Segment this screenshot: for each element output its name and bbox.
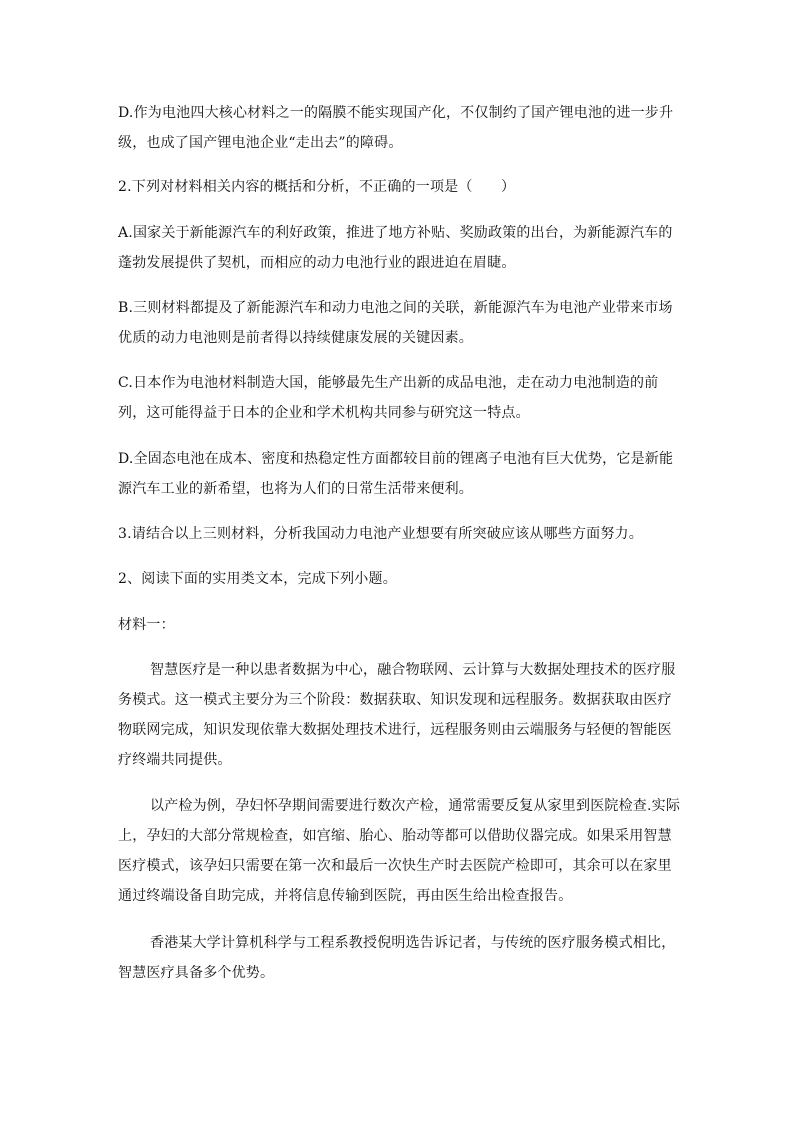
material-one-paragraph-2: 以产检为例，孕妇怀孕期间需要进行数次产检，通常需要反复从家里到医院检查.实际上，孕妇的大部分常规检查，如宫缩、胎心、胎动等都可以借助仪器完成。如果采用智慧医疗模式，该孕妇只需要在第一次和最后一次快生产时去医院产检即可，其余可以在家里通过终端设备自助完成，并将信息传输到医院，再由医生给出检查报告。 — [118, 798, 681, 904]
material-one-paragraph-3: 香港某大学计算机科学与工程系教授倪明选告诉记者，与传统的医疗服务模式相比，智慧医疗具备多个优势。 — [118, 935, 676, 981]
material-one-label: 材料一： — [118, 617, 175, 633]
section-2-heading: 2、阅读下面的实用类文本，完成下列小题。 — [118, 571, 397, 587]
option-d-previous-question: D.作为电池四大核心材料之一的隔膜不能实现国产化，不仅制约了国产锂电池的进一步升级，也成了国产锂电池企业“走出去”的障碍。 — [118, 105, 674, 151]
question-2-option-c: C.日本作为电池材料制造大国，能够最先生产出新的成品电池，走在动力电池制造的前列，这可能得益于日本的企业和学术机构共同参与研究这一特点。 — [118, 375, 659, 421]
question-3-stem: 3.请结合以上三则材料，分析我国动力电池产业想要有所突破应该从哪些方面努力。 — [118, 526, 643, 542]
question-2-stem: 2.下列对材料相关内容的概括和分析，不正确的一项是（ ） — [118, 179, 516, 195]
question-2-option-b: B.三则材料都提及了新能源汽车和动力电池之间的关联，新能源汽车为电池产业带来市场优质的动力电池则是前者得以持续健康发展的关键因素。 — [118, 300, 673, 346]
material-one-paragraph-1: 智慧医疗是一种以患者数据为中心，融合物联网、云计算与大数据处理技术的医疗服务模式。这一模式主要分为三个阶段：数据获取、知识发现和远程服务。数据获取由医疗物联网完成，知识发现依靠大数据处理技术进行，远程服务则由云端服务与轻便的智能医疗终端共同提供。 — [118, 662, 676, 768]
question-2-option-a: A.国家关于新能源汽车的利好政策，推进了地方补贴、奖励政策的出台，为新能源汽车的蓬勃发展提供了契机，而相应的动力电池行业的跟进迫在眉睫。 — [118, 225, 673, 271]
question-2-option-d: D.全固态电池在成本、密度和热稳定性方面都较目前的锂离子电池有巨大优势，它是新能源汽车工业的新希望，也将为人们的日常生活带来便利。 — [118, 451, 674, 497]
